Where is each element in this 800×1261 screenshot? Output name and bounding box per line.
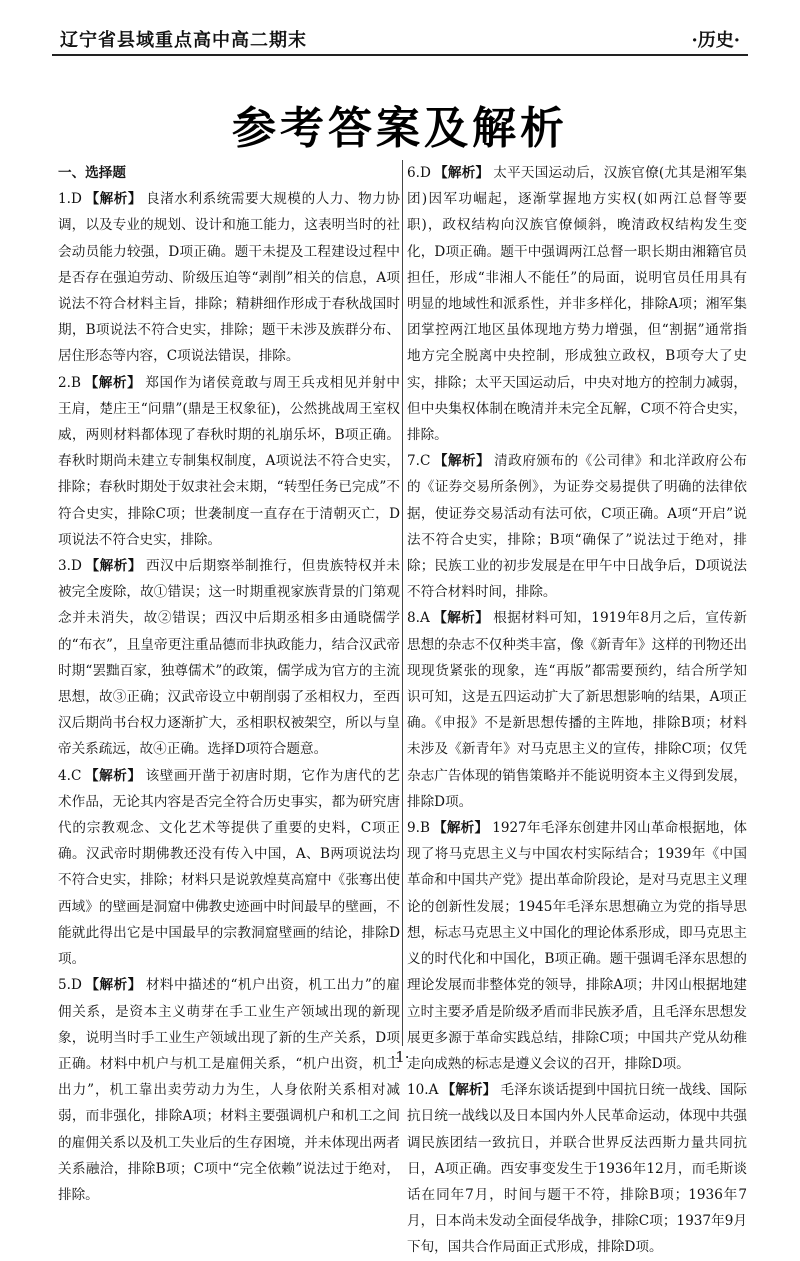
item-tag: 【解析】	[433, 165, 490, 181]
section-title: 一、选择题	[58, 165, 126, 181]
page-number: ·1·	[390, 1048, 410, 1066]
item-answer: B	[419, 820, 430, 837]
page-header	[52, 24, 748, 56]
item-number: 1.	[58, 191, 71, 208]
answer-item-8	[407, 605, 747, 815]
item-tag: 【解析】	[432, 610, 490, 627]
answer-item-10	[407, 1077, 747, 1260]
item-tag: 【解析】	[84, 767, 142, 784]
answer-item-5	[58, 972, 400, 1208]
answer-item-1	[58, 186, 400, 369]
item-number: 4.	[58, 767, 71, 784]
header-exam-title: 辽宁省县域重点高中高二期末	[60, 30, 307, 51]
item-number: 3.	[58, 558, 71, 575]
item-answer: D	[70, 191, 82, 208]
item-text: 清政府颁布的《公司律》和北洋政府公布的《证券交易所条例》，为证券交易提供了明确的法律依据，使证券交易活动有法可依，C项正确。A项“开启”说法不符合史实，排除；B项“确保了”说法过于绝对，排除；民族工业的初步发展是在甲午中日战争后，D项说法不符合材料时间，排除。	[407, 453, 748, 601]
right-column	[402, 160, 748, 1256]
item-answer: A	[419, 610, 430, 627]
item-text: 良渚水利系统需要大规模的人力、物力协调，以及专业的规划、设计和施工能力，这表明当时的社会动员能力较强，D项正确。题干未提及工程建设过程中是否存在强迫劳动、阶级压迫等“剥削”相关的信息，A项说法不符合材料主旨，排除；精耕细作形成于春秋战国时期，B项说法不符合史实，排除；题干未涉及族群分布、居住形态等内容，C项说法错误，排除。	[58, 191, 401, 365]
item-text: 材料中描述的“机户出资，机工出力”的雇佣关系，是资本主义萌芽在手工业生产领域出现的新现象，说明当时手工业生产领域出现了新的生产关系，D项正确。材料中机户与机工是雇佣关系，“机户出资，机工出力”，机工靠出卖劳动力为生，人身依附关系相对减弱，而非强化，排除A项；材料主要强调机户和机工之间的雇佣关系以及机工失业后的生存困境，并未体现出两者关系融洽，排除B项；C项中“完全依赖”说法过于绝对，排除。	[58, 977, 401, 1203]
answer-item-9	[407, 815, 747, 1077]
item-text: 1927年毛泽东创建井冈山革命根据地，体现了将马克思主义与中国农村实际结合；1939年《中国革命和中国共产党》提出革命阶段论，是对马克思主义理论的创新性发展；1945年毛泽东思想确立为党的指导思想，标志马克思主义中国化的理论体系形成，即马克思主义的时代化和中国化，B项正确。题干强调毛泽东思想的理论发展而非整体党的领导，排除A项；井冈山根据地建立时主要矛盾是阶级矛盾而非民族矛盾，且毛泽东思想发展更多源于革命实践总结，排除C项；中国共产党从幼稚走向成熟的标志是遵义会议的召开，排除D项。	[407, 820, 747, 1072]
item-number: 6.	[407, 165, 420, 181]
item-text: 太平天国运动后，汉族官僚(尤其是湘军集团)因军功崛起，逐渐掌握地方实权(如两江总督等要职)，政权结构向汉族官僚倾斜，晚清政权结构发生变化，D项正确。题干中强调两江总督一职长期由湘籍官员担任，形成“非湘人不能任”的局面，说明官员任用具有明显的地域性和派系性，并非多样化，排除A项；湘军集团掌控两江地区虽体现地方势力增强，但“割据”通常指地方完全脱离中央控制，形成独立政权，B项夸大了史实，排除；太平天国运动后，中央对地方的控制力减弱，但中央集权体制在晚清并未完全瓦解，C项不符合史实，排除。	[407, 165, 747, 444]
item-number: 10.	[407, 1082, 429, 1099]
item-number: 7.	[407, 453, 420, 470]
item-tag: 【解析】	[441, 1082, 497, 1099]
item-tag: 【解析】	[84, 191, 143, 208]
item-answer: C	[70, 767, 82, 784]
answer-item-7	[407, 448, 747, 605]
item-text: 该壁画开凿于初唐时期，它作为唐代的艺术作品，无论其内容是否完全符合历史事实，都为研究唐代的宗教观念、文化艺术等提供了重要的史料，C项正确。汉武帝时期佛教还没有传入中国，A、B两项说法均不符合史实，排除；材料只是说敦煌莫高窟中《张骞出使西域》的壁画是洞窟中佛教史迹画中时间最早的壁画，不能就此得出它是中国最早的宗教洞窟壁画的结论，排除D项。	[58, 767, 401, 968]
item-text: 根据材料可知，1919年8月之后，宣传新思想的杂志不仅种类丰富，像《新青年》这样的刊物还出现现货紧张的现象，连“再版”都需要预约，结合所学知识可知，这是五四运动扩大了新思想影响的结果，A项正确。《申报》不是新思想传播的主阵地，排除B项；材料未涉及《新青年》对马克思主义的宣传，排除C项；仅凭杂志广告体现的销售策略并不能说明资本主义得到发展，排除D项。	[407, 610, 747, 810]
item-answer: C	[419, 453, 431, 470]
item-answer: B	[70, 374, 81, 391]
item-answer: D	[419, 165, 431, 181]
answer-item-3	[58, 553, 400, 763]
item-text: 郑国作为诸侯竟敢与周王兵戎相见并射中王肩，楚庄王“问鼎”(鼎是王权象征)，公然挑战周王室权威，两则材料都体现了春秋时期的礼崩乐坏，B项正确。春秋时期尚未建立专制集权制度，A项说法不符合史实，排除；春秋时期处于奴隶社会末期，“转型任务已完成”不符合史实，排除C项；世袭制度一直存在于清朝灭亡，D项说法不符合史实，排除。	[58, 374, 401, 548]
item-tag: 【解析】	[84, 558, 143, 575]
item-number: 8.	[407, 610, 420, 627]
item-answer: D	[70, 558, 82, 575]
item-tag: 【解析】	[83, 374, 142, 391]
answer-item-4	[58, 763, 400, 973]
item-tag: 【解析】	[84, 977, 142, 994]
item-tag: 【解析】	[432, 820, 489, 837]
page-title: 参考答案及解析	[232, 103, 568, 154]
header-subject: ·历史·	[691, 30, 740, 51]
item-text: 毛泽东谈话提到中国抗日统一战线、国际抗日统一战线以及日本国内外人民革命运动，体现中共强调民族团结一致抗日，并联合世界反法西斯力量共同抗日，A项正确。西安事变发生于1936年12月，而毛斯谈话在同年7月，时间与题干不符，排除B项；1936年7月，日本尚未发动全面侵华战争，排除C项；1937年9月下旬，国共合作局面正式形成，排除D项。	[407, 1082, 748, 1256]
item-text: 西汉中后期察举制推行，但贵族特权并未被完全废除，故①错误；这一时期重视家族背景的门第观念并未消失，故②错误；西汉中后期丞相多由通晓儒学的“布衣”，且皇帝更注重品德而非执政能力，结合汉武帝时期“罢黜百家，独尊儒术”的政策，儒学成为官方的主流思想，故③正确；汉武帝设立中朝削弱了丞相权力，至西汉后期尚书台权力逐渐扩大，丞相职权被架空，所以与皇帝关系疏远，故④正确。选择D项符合题意。	[58, 558, 401, 758]
answer-item-2	[58, 370, 400, 553]
item-answer: A	[428, 1082, 439, 1099]
item-answer: D	[70, 977, 82, 994]
item-number: 2.	[58, 374, 71, 391]
left-column	[58, 160, 401, 1203]
answer-item-6	[407, 160, 747, 448]
item-number: 9.	[407, 820, 420, 837]
item-number: 5.	[58, 977, 71, 994]
item-tag: 【解析】	[433, 453, 491, 470]
